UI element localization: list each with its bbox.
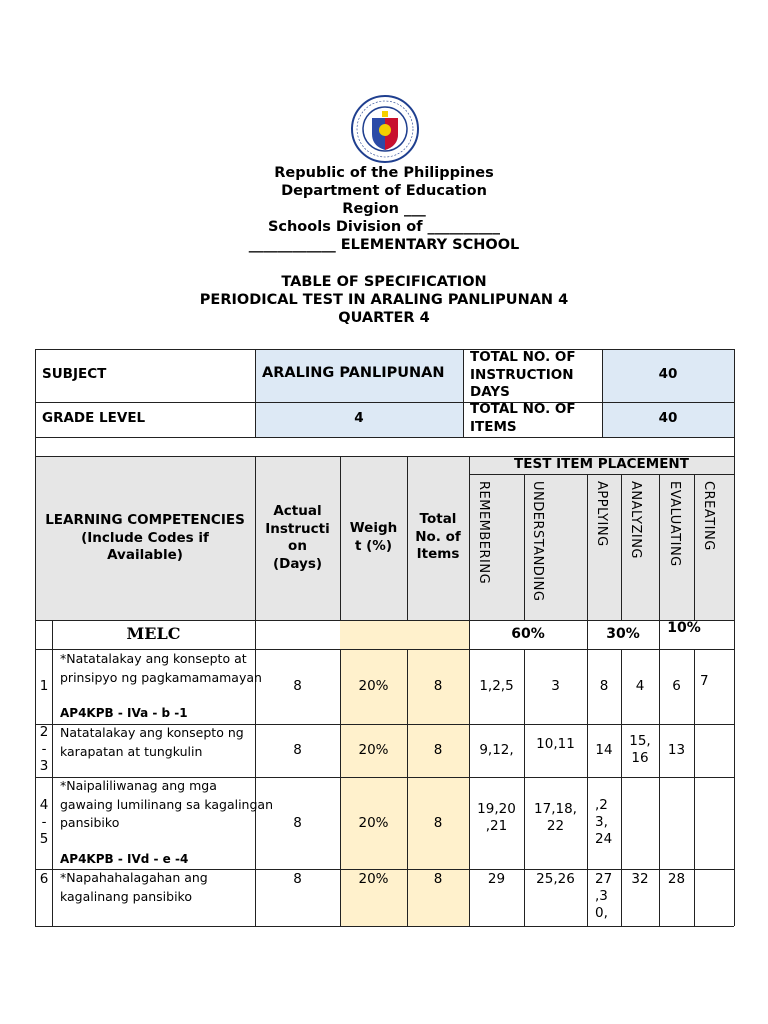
quarter-line: QUARTER 4 [338,310,430,326]
creating-header: CREATING [701,481,716,551]
total-items-label: TOTAL NO. OF ITEMS [470,401,576,435]
applying-cell: 27 ,3 0, [595,871,613,921]
grade-level-value: 4 [354,410,364,426]
analyzing-cell: 32 [631,871,649,887]
remembering-header: REMEMBERING [476,481,491,585]
melc-easy-pct: 60% [511,626,545,642]
remembering-cell: 19,20 ,21 [477,801,516,834]
row-number: 2 - 3 [39,724,49,774]
region-line: Region ___ [342,201,426,217]
instruction-days-label: TOTAL NO. OF INSTRUCTION DAYS [470,349,576,400]
understanding-header: UNDERSTANDING [530,481,545,602]
deped-seal-icon [350,94,420,164]
republic-line: Republic of the Philippines [274,165,494,181]
remembering-cell: 1,2,5 [479,678,514,694]
applying-header: APPLYING [594,481,609,547]
applying-cell: 14 [595,742,613,758]
melc-label: MELC [126,624,181,643]
analyzing-cell: 4 [635,678,645,694]
competencies-header: LEARNING COMPETENCIES (Include Codes if Available) [45,512,245,563]
school-line: ____________ ELEMENTARY SCHOOL [248,237,520,253]
melc-average-pct: 30% [606,626,640,642]
analyzing-header: ANALYZING [628,481,643,560]
division-line: Schools Division of __________ [267,219,501,235]
weight-cell: 20% [358,815,389,831]
evaluating-cell: 6 [672,678,681,694]
subject-label: SUBJECT [42,366,107,382]
applying-cell: ,2 3, 24 [595,797,613,847]
creating-cell: 7 [700,673,709,689]
test-item-placement-header: TEST ITEM PLACEMENT [514,456,689,472]
row-number: 4 - 5 [39,797,49,847]
competency-text: *Napahahalagahan ang kagalinang pansibiko [60,870,208,904]
row-number: 1 [39,678,49,694]
competency-text: *Natatalakay ang konsepto at prinsipyo ng pagkamamamayan [60,651,262,685]
weight-cell: 20% [358,678,389,694]
items-cell: 8 [433,742,443,758]
analyzing-cell: 15, 16 [629,733,651,766]
row-number: 6 [39,871,49,887]
instruction-days-cell: 8 [293,815,302,831]
remembering-cell: 29 [487,871,506,887]
understanding-cell: 3 [551,678,560,694]
doc-title: TABLE OF SPECIFICATION [281,274,487,290]
remembering-cell: 9,12, [479,742,514,758]
subject-value: ARALING PANLIPUNAN [262,365,445,381]
competency-text: *Naipaliliwanag ang mga gawaing lumilinang sa kagalingan pansibiko [60,778,273,830]
evaluating-cell: 13 [667,742,686,758]
melc-difficult-pct: 10% [667,620,701,636]
weight-header: Weigh t (%) [349,520,398,554]
department-line: Department of Education [281,183,487,199]
competency-code: AP4KPB - IVd - e -4 [60,852,189,866]
competency-code: AP4KPB - IVa - b -1 [60,706,188,720]
items-cell: 8 [433,871,443,887]
applying-cell: 8 [599,678,609,694]
instruction-days-header: Actual Instructi on (Days) [265,503,330,572]
understanding-cell: 10,11 [536,736,575,752]
items-cell: 8 [433,678,443,694]
competency-text: Natatalakay ang konsepto ng karapatan at tungkulin [60,725,244,759]
weight-cell: 20% [358,742,389,758]
instruction-days-cell: 8 [293,678,302,694]
evaluating-cell: 28 [667,871,686,887]
total-items-header: Total No. of Items [415,511,461,562]
evaluating-header: EVALUATING [667,481,682,567]
instruction-days-value: 40 [658,366,678,382]
weight-cell: 20% [358,871,389,887]
items-cell: 8 [433,815,443,831]
doc-subtitle: PERIODICAL TEST IN ARALING PANLIPUNAN 4 [199,292,569,308]
instruction-days-cell: 8 [293,871,302,887]
understanding-cell: 25,26 [536,871,575,887]
understanding-cell: 17,18, 22 [534,801,577,834]
total-items-value: 40 [658,410,678,426]
instruction-days-cell: 8 [293,742,302,758]
grade-level-label: GRADE LEVEL [42,410,146,426]
